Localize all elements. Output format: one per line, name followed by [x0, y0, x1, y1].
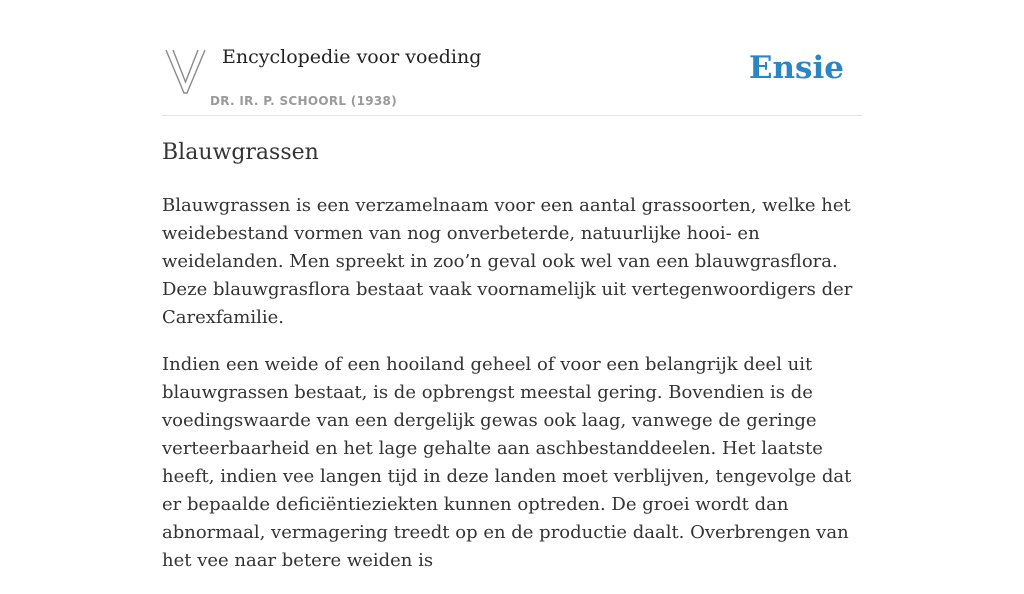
book-title: Encyclopedie voor voeding	[222, 46, 482, 68]
book-author: DR. IR. P. SCHOORL (1938)	[210, 94, 397, 108]
entry-body	[162, 192, 862, 594]
entry-title: Blauwgrassen	[162, 140, 319, 165]
header	[162, 40, 862, 116]
ensie-brand-link[interactable]: Ensie	[748, 50, 844, 86]
entry-paragraph: Indien een weide of een hooiland geheel of voor een belangrijk deel uit blauwgrassen bestaat, is de opbrengst meestal gering. Bovendien is de voedingswaarde van een dergelijk gewas ook laag, vanwege de geringe verteerbaarheid en het lage gehalte aan aschbestanddeelen. Het laatste heeft, indien vee langen tijd in deze landen moet verblijven, tengevolge dat er bepaalde deficiëntieziekten kunnen optreden. De groei wordt dan abnormaal, vermagering treedt op en de productie daalt. Overbrengen van het vee naar betere weiden is	[162, 354, 852, 571]
v-logo-icon	[165, 48, 207, 96]
entry-paragraph: Blauwgrassen is een verzamelnaam voor een aantal grassoorten, welke het weidebestand vormen van nog onverbeterde, natuurlijke hooi- en weidelanden. Men spreekt in zoo’n geval ook wel van een blauwgrasflora. Deze blauwgrasflora bestaat vaak voornamelijk uit vertegenwoordigers der Carexfamilie.	[162, 195, 853, 328]
